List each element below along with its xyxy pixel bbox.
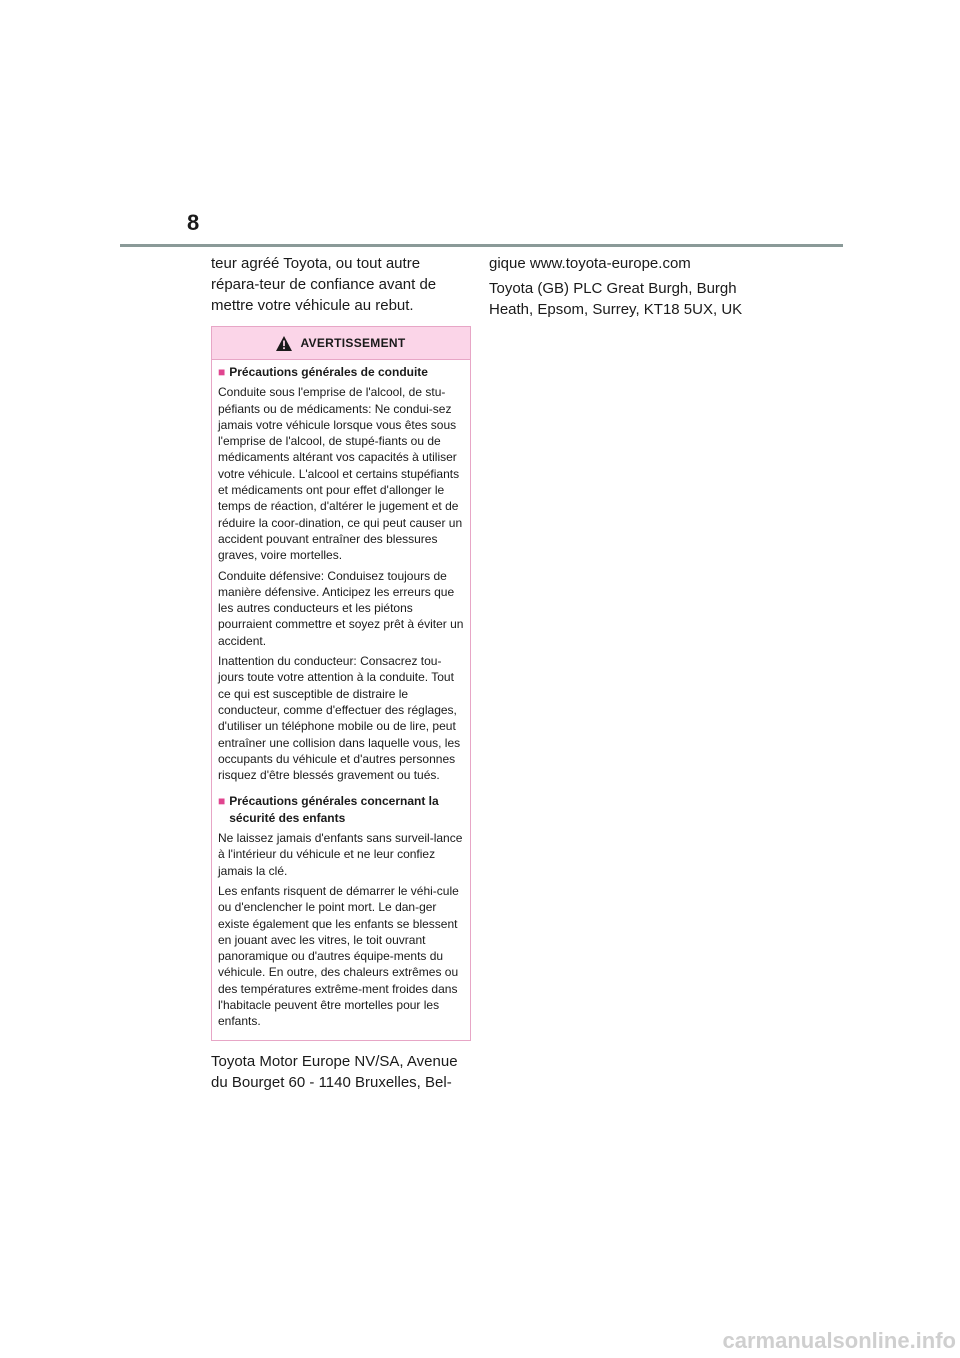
outro-text: Toyota Motor Europe NV/SA, Avenue du Bourget 60 - 1140 Bruxelles, Bel- [211, 1052, 458, 1091]
left-column [211, 253, 471, 1093]
website-line: gique www.toyota-europe.com [489, 255, 691, 272]
paragraph-children-risks: Les enfants risquent de démarrer le véhi-cule ou d'enclencher le point mort. Le dan-ger existe également que les enfants se blessent en jouant avec les vitres, le toit ouvrant panoramique ou d'autres équipe-ments du véhicule. En outre, des chaleurs extrêmes ou des températures extrême-ment froides dans l'habitacle peuvent être mortelles pour les enfants. [218, 883, 459, 1029]
warning-triangle-icon [276, 336, 292, 351]
warning-body [212, 360, 470, 1040]
uk-address: Toyota (GB) PLC Great Burgh, Burgh Heath, Epsom, Surrey, KT18 5UX, UK [489, 280, 743, 318]
warning-box [211, 326, 471, 1041]
page-number: 8 [187, 210, 200, 235]
paragraph-alcohol: Conduite sous l'emprise de l'alcool, de stu-péfiants ou de médicaments: Ne condui-sez jamais votre véhicule lorsque vous êtes sous l'emprise de l'alcool, de stupé-fiants ou de médicaments altérant vos capacités à utiliser votre véhicule. L'alcool et certains stupéfiants et médicaments ont pour effet d'allonger le temps de réaction, d'altérer le jugement et de réduire la coor-dination, ce qui peut causer un accident pouvant entraîner des blessures graves, voire mortelles. [218, 385, 463, 563]
warning-title: AVERTISSEMENT [300, 336, 406, 350]
section-heading-children [218, 793, 464, 826]
square-bullet-icon: ■ [218, 365, 226, 379]
warning-header [212, 327, 470, 360]
paragraph-driver-inattention: Inattention du conducteur: Consacrez tou-jours toute votre attention à la conduite. Tout ce qui est susceptible de distraire le conducteur, comme d'effectuer des réglages, d'utiliser un téléphone mobile ou de lire, peut entraîner une collision dans laquelle vous, les occupants du véhicule et d'autres personnes risquez d'être blessés gravement ou tués. [218, 654, 461, 783]
section-heading-text: Précautions générales de conduite [229, 365, 428, 379]
intro-text: teur agréé Toyota, ou tout autre répara-teur de confiance avant de mettre votre véhicule au rebut. [211, 255, 437, 314]
watermark: carmanualsonline.info [722, 1328, 956, 1353]
section-heading-driving [218, 364, 464, 380]
square-bullet-icon: ■ [218, 794, 226, 809]
section-heading-text: Précautions générales concernant la sécurité des enfants [229, 794, 439, 825]
paragraph-children-unattended: Ne laissez jamais d'enfants sans surveil-lance à l'intérieur du véhicule et ne leur confiez jamais la clé. [218, 831, 463, 878]
right-column [489, 253, 779, 320]
paragraph-defensive-driving: Conduite défensive: Conduisez toujours de manière défensive. Anticipez les erreurs que les autres conducteurs et les piétons pourraient commettre et soyez prêt à éviter un accident. [218, 568, 464, 648]
header-rule [120, 244, 843, 247]
